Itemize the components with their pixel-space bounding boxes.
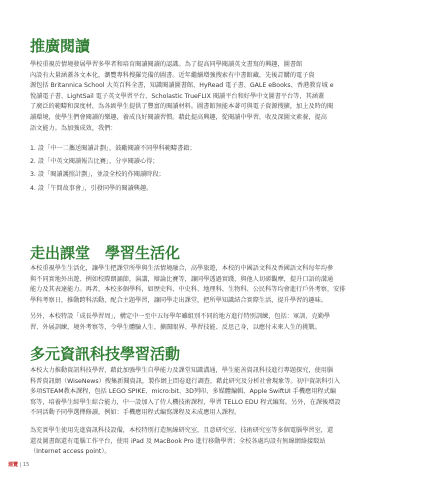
stem-para2-line: 為充實學生使用先進資訊科技設備，本校特別打造無線研究室，且意研究室、技術研究室等多個電腦學習室，還 xyxy=(30,427,334,434)
stem-para1-line: 科普資訊網（WiseNews）搜集新聞資訊，製作網上問卷進行調查，藉此研究及分析社會現象等。初中資訊科引入 xyxy=(30,377,340,385)
list-item: 2. 設「中英文閱讀報告比賽」，分享閱讀心得； xyxy=(30,158,159,166)
stem-paragraph-2 xyxy=(30,426,410,458)
list-item: 1. 設「中一二攜送閱讀計劃」，鼓勵閱讀不同學科範疇書籍； xyxy=(30,145,196,152)
reading-intro-line: 語文能力。為加強成效，我們： xyxy=(30,124,117,132)
life-paragraph-2 xyxy=(30,312,410,333)
reading-measures-list xyxy=(30,144,410,197)
life-para1-line: 學科考察日，推動跨科活動，配合主題學習，讓同學走出課堂，把所學知識結合實際生活，提升學習的趣味。 xyxy=(30,296,327,304)
life-para1-line: 與不同實地外出遊、例如校際朗誦節，演講，辯論比賽等，讓同學透過實踐，與他人切磋觀摩，提升口語的溝通 xyxy=(30,275,334,283)
reading-intro-line: 了廣泛的範疇和深度材，為各級學生提供了豐富的閱讀材料。圖書館無能本著可與電子資源搜擴，加上及時的閱 xyxy=(30,103,334,111)
stem-para1-line: 寫等，培養學生綜學生綜合能力，中一設加入了侍人機技術課程，學習 TELLO EDU 程式編寫。另外，在課後增設 xyxy=(30,398,341,406)
stem-para1-line: 本校大力推動資訊科技學習，藉此加強學生自學能力及課堂知識溝通，學生能善資訊科技進行專題探究，使用腦 xyxy=(30,367,334,374)
list-item: 4. 設「午間故事會」，引發同學的閱讀興趣。 xyxy=(30,184,153,192)
stem-section-title: 多元資訊科技學習活動 xyxy=(30,345,181,363)
stem-paragraph-1 xyxy=(30,366,410,419)
reading-intro xyxy=(30,60,410,134)
reading-section-title: 推廣閱讀 xyxy=(30,37,91,55)
stem-para2-line: （Internet access point）。 xyxy=(30,448,111,456)
reading-intro-line: 內設有大量涵蓋各文本化，瀏覽專科搜羅完備的圖書。近年繼續增強搜索有中書館藏，先後訂購的電子資 xyxy=(30,71,315,79)
footer-label: 週覽 xyxy=(8,462,19,468)
life-para2-line: 習、外展訓練，境外考察等，令學生體驗人生、擴闊眼界、學習技能、反思己身，以應付未來人生的挑戰。 xyxy=(30,323,321,331)
reading-intro-line: 源包括 Britannica School 大英百科全書，知識閱讀圖書館、HyRead 電子書、GALE eBooks、香港教育城 e xyxy=(30,82,334,90)
reading-intro-line: 學校重視於情境發展學習多學者和培育閱讀閱讀的認識。為了提高同學閱讀英文書寫的興趣，圖書館 xyxy=(30,61,303,68)
life-section-title: 走出課堂 學習生活化 xyxy=(30,244,181,262)
list-item: 3. 設「閱讀護照計劃」，並設全校的作閱讀時段； xyxy=(30,171,165,179)
page-number-value: 15 xyxy=(22,462,30,468)
stem-para1-line: 多項STEAM教本課程，包括 LEGO SPIKE、micro:bit、3D列印、多媒體編輯、Apple SwiftUI 手機應用程式編 xyxy=(30,388,336,396)
life-para2-line: 另外，本校特設「成長學習周」，構定中一至中五每學年雖組別不同的地方進行特別訓練，包括：軍訓、克勤學 xyxy=(30,313,331,320)
stem-para2-line: 還及圖書館還有電腦工作平台，使用 iPad 及 MacBook Pro 進行移動學習；全校各處均設有無線網絡接駁站 xyxy=(30,437,326,445)
page-footer xyxy=(8,462,29,468)
page-number: | 15 xyxy=(19,462,30,468)
stem-para1-line: 不同活動予同學選擇修讀，例如：手機應用程式編寫課程及未成應用人課程。 xyxy=(30,409,241,417)
reading-intro-line: 讀環境，使學生們會閱讀的樂趣，養成良好閱讀習慣。藉此提高興趣，從閱讀中學習，收及深圖文素養，提高 xyxy=(30,113,327,121)
life-para1-line: 本校重視學生生活化，讓學生把課堂所學與生活情境融合，高學旅遊，本校的中國語文科及香國語文科每年均參 xyxy=(30,265,334,272)
life-paragraph-1 xyxy=(30,264,410,306)
reading-intro-line: 悅讀電子書、LightSail 電子英文學習平台、Scholastic TrueFLIX 閱讀平台和好學中文圖書平台等，其涵蓋 xyxy=(30,92,325,100)
life-para1-line: 能力及其表達能力。再者，本校多個學科，如歷史科、中史科、地理科、生物科、公民科等均會進行戶外考察，安排 xyxy=(30,286,346,294)
